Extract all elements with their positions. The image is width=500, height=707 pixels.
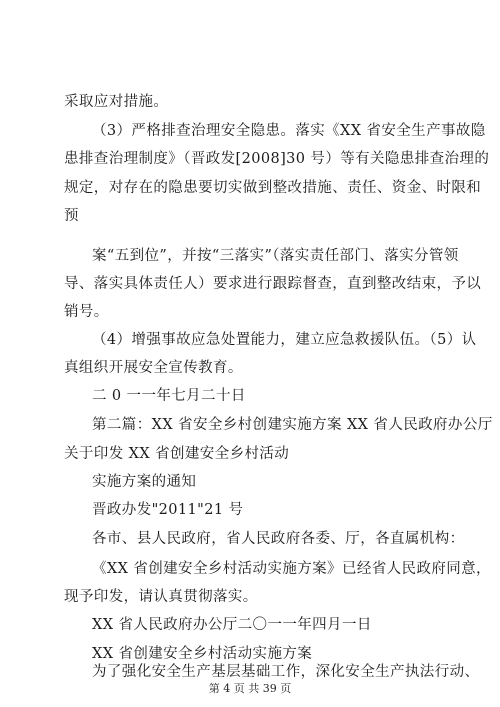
text-line: 采取应对措施。 xyxy=(64,94,169,110)
text-line: 患排查治理制度》（晋政发[2008]30 号）等有关隐患排查治理的 xyxy=(64,151,490,167)
text-line: 规定，对存在的隐患要切实做到整改措施、责任、资金、时限和 xyxy=(64,180,482,196)
text-line: （4）增强事故应急处置能力，建立应急救援队伍。（5）认 xyxy=(92,332,477,348)
text-line: 二 0 一一年七月二十日 xyxy=(92,388,246,404)
text-line: （3）严格排查治理安全隐患。落实《XX 省安全生产事故隐 xyxy=(92,123,486,139)
text-line: 案“五到位”，并按“三落实”（落实责任部门、落实分管领 xyxy=(92,248,459,264)
text-line: 第二篇：XX 省安全乡村创建实施方案 XX 省人民政府办公厅 xyxy=(92,417,493,433)
text-line: XX 省人民政府办公厅二〇一一年四月一日 xyxy=(92,617,372,633)
text-line: 销号。 xyxy=(64,304,109,320)
text-line: 导、落实具体责任人）要求进行跟踪督查，直到整改结束，予以 xyxy=(64,276,482,292)
text-line: 为了强化安全生产基层基础工作，深化安全生产执法行动、 xyxy=(92,664,480,680)
text-line: 晋政办发"2011"21 号 xyxy=(92,502,244,518)
text-line: 现予印发，请认真贯彻落实。 xyxy=(64,589,258,605)
text-line: 各市、县人民政府，省人民政府各委、厅，各直属机构： xyxy=(92,531,465,547)
text-line: XX 省创建安全乡村活动实施方案 xyxy=(92,646,313,662)
page-number-footer: 第 4 页 共 39 页 xyxy=(208,682,292,695)
text-line: 预 xyxy=(64,208,79,224)
text-line: 真组织开展安全宣传教育。 xyxy=(64,360,243,376)
text-line: 《XX 省创建安全乡村活动实施方案》已经省人民政府同意， xyxy=(92,561,491,577)
text-line: 实施方案的通知 xyxy=(92,474,197,490)
text-line: 关于印发 XX 省创建安全乡村活动 xyxy=(64,446,290,462)
